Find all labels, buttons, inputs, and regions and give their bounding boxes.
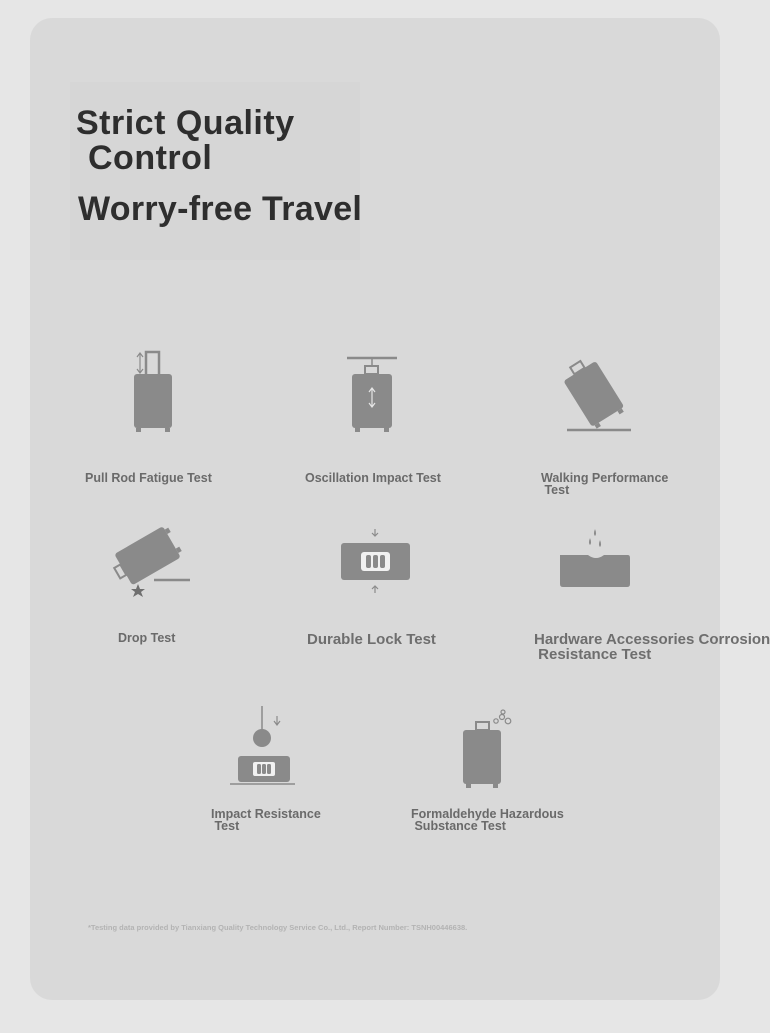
test-item-pull-rod [80, 344, 212, 485]
subtitle: Worry-free Travel [78, 190, 363, 228]
drop-luggage-icon [110, 518, 210, 618]
test-item-lock [305, 523, 436, 648]
headline [76, 106, 295, 176]
test-item-oscillation [300, 344, 441, 485]
headline-line-1: Strict Quality [76, 104, 295, 142]
corrosion-icon [530, 523, 640, 623]
quality-card [30, 18, 770, 1000]
test-label: Formaldehyde Hazardous Substance Test [411, 807, 564, 833]
formaldehyde-luggage-icon [405, 700, 525, 800]
test-label: Walking Performance Test [541, 471, 669, 497]
test-item-formaldehyde [405, 700, 564, 833]
test-item-walking [535, 344, 669, 497]
test-label: Pull Rod Fatigue Test [85, 471, 212, 485]
walking-luggage-icon [535, 344, 645, 444]
footnote: *Testing data provided by Tianxiang Quality Technology Service Co., Ltd., Report Number: TSNH00446638. [88, 923, 468, 932]
pull-rod-luggage-icon [80, 344, 190, 444]
test-label: Oscillation Impact Test [305, 471, 441, 485]
test-label: Drop Test [118, 631, 176, 645]
test-label: Hardware Accessories Corrosion Resistance Test [534, 631, 770, 663]
test-item-corrosion [530, 523, 770, 663]
test-label: Impact Resistance Test [211, 807, 321, 833]
test-item-drop [110, 518, 210, 645]
lock-icon [305, 523, 425, 623]
test-label: Durable Lock Test [307, 631, 436, 648]
oscillation-luggage-icon [300, 344, 420, 444]
impact-icon [205, 700, 325, 800]
headline-line-2: Control [88, 139, 213, 177]
test-item-impact [205, 700, 325, 833]
